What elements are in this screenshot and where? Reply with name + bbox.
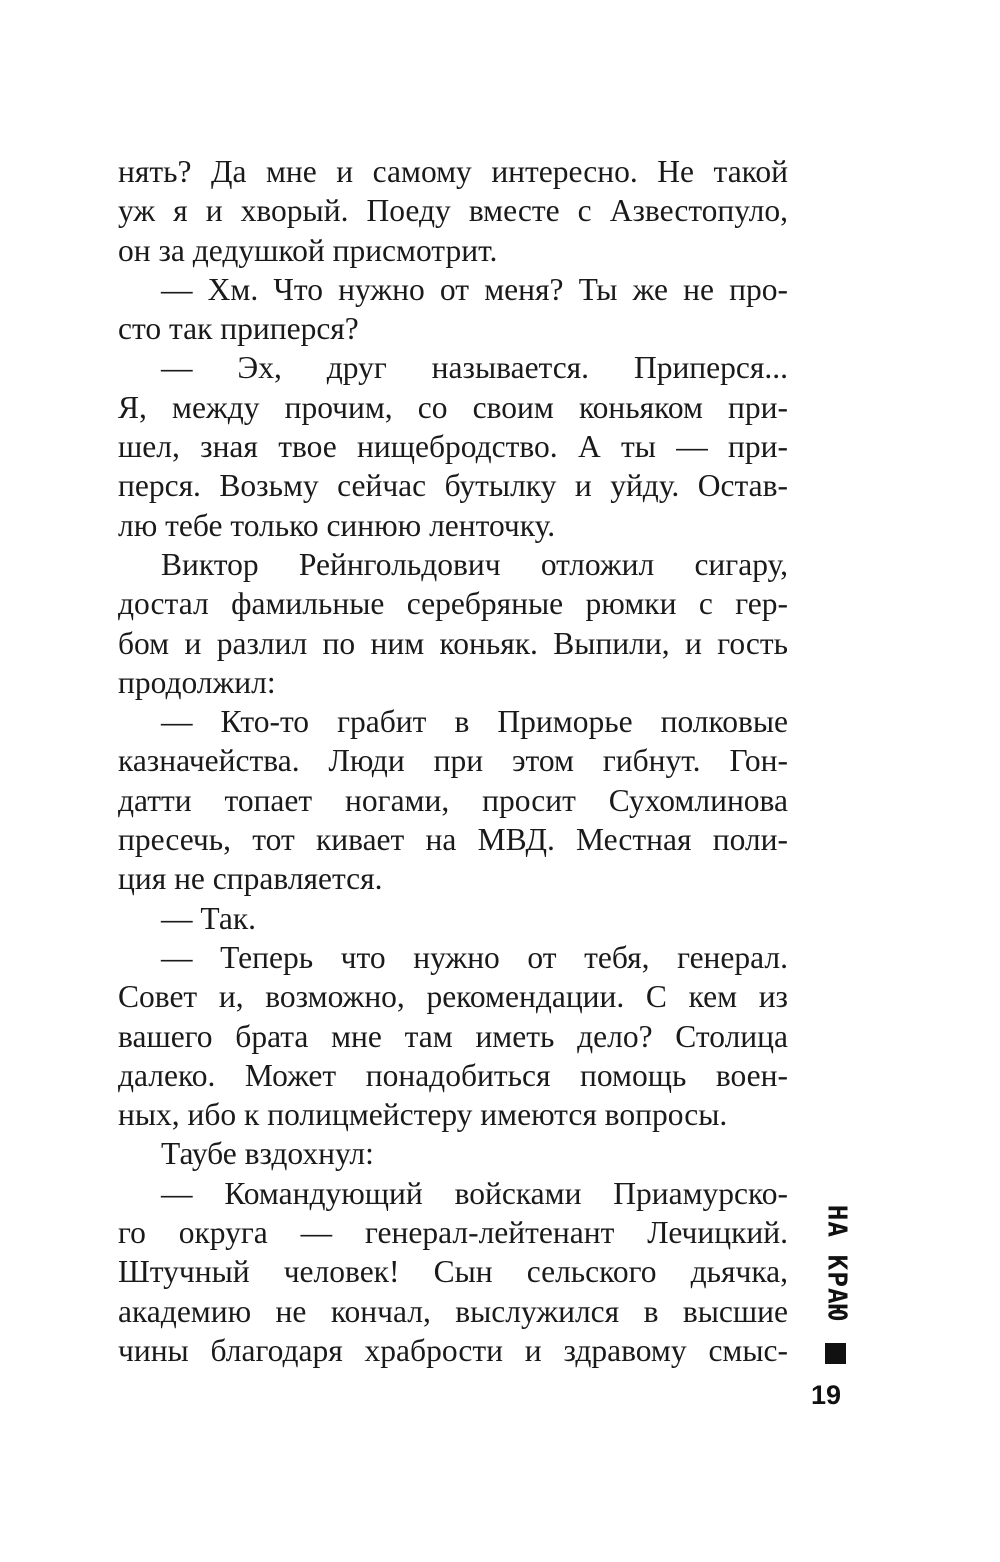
text-line: чины благодаря храбрости и здравому смыс- [118, 1332, 788, 1368]
text-line: бом и разлил по ним коньяк. Выпили, и гость [118, 625, 788, 661]
text-line: лю тебе только синюю ленточку. [118, 507, 556, 543]
text-line: ных, ибо к полицмейстеру имеются вопросы. [118, 1097, 728, 1133]
text-line: уж я и хворый. Поеду вместе с Азвестопуло, [118, 193, 788, 229]
text-line: — Эх, друг называется. Приперся... [161, 350, 788, 386]
text-line: сто так приперся? [118, 311, 359, 347]
text-line: вашего брата мне там иметь дело? Столица [118, 1018, 788, 1054]
text-line: го округа — генерал-лейтенант Лечицкий. [118, 1215, 788, 1251]
text-line: перся. Возьму сейчас бутылку и уйду. Остав- [118, 468, 788, 504]
text-line: Штучный человек! Сын сельского дьячка, [118, 1254, 788, 1290]
text-line: он за дедушкой присмотрит. [118, 232, 498, 268]
page-number: 19 [810, 1380, 842, 1410]
text-line: шел, зная твое нищебродство. А ты — при- [118, 429, 788, 465]
text-line: ция не справляется. [118, 861, 383, 897]
square-marker-icon [825, 1343, 846, 1364]
running-title-text: НА КРАЮ [821, 1204, 852, 1322]
text-line: нять? Да мне и самому интересно. Не такой [118, 154, 788, 189]
text-line: Совет и, возможно, рекомендации. С кем из [118, 979, 788, 1015]
text-line: Виктор Рейнгольдович отложил сигару, [161, 546, 788, 582]
text-line: Таубе вздохнул: [161, 1136, 374, 1172]
running-title [814, 1203, 858, 1323]
text-line: продолжил: [118, 664, 276, 700]
page-text [118, 152, 788, 1370]
text-line: Я, между прочим, со своим коньяком при- [118, 389, 788, 425]
text-line: пресечь, тот кивает на МВД. Местная поли- [118, 822, 788, 858]
text-line: — Хм. Что нужно от меня? Ты же не про- [161, 271, 788, 307]
text-line: — Так. [161, 900, 256, 936]
text-line: достал фамильные серебряные рюмки с гер- [118, 586, 788, 622]
text-line: датти топает ногами, просит Сухомлинова [118, 782, 788, 818]
text-line: далеко. Может понадобиться помощь воен- [118, 1057, 788, 1093]
text-line: — Теперь что нужно от тебя, генерал. [161, 939, 788, 975]
text-line: — Командующий войсками Приамурско- [161, 1175, 788, 1211]
text-line: казначейства. Люди при этом гибнут. Гон- [118, 743, 788, 779]
text-line: академию не кончал, выслужился в высшие [118, 1293, 788, 1329]
text-line: — Кто-то грабит в Приморье полковые [161, 704, 788, 740]
